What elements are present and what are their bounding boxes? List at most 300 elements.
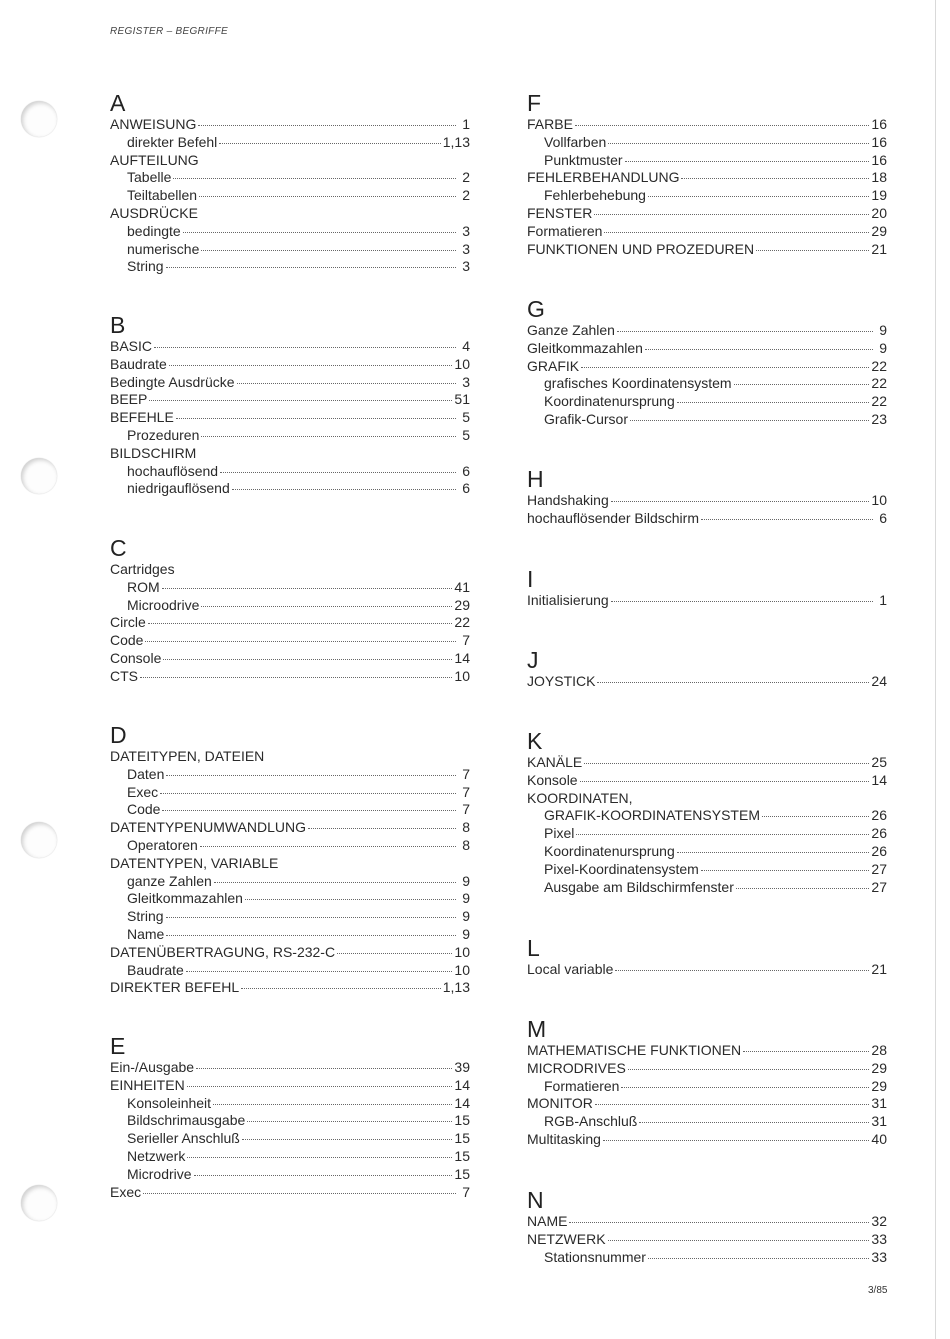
entry-page: 15	[454, 1112, 470, 1129]
index-entry	[110, 837, 470, 855]
entry-page: 31	[871, 1113, 887, 1130]
index-entry	[110, 241, 470, 259]
entry-page: 22	[871, 357, 887, 374]
page-header: REGISTER – BEGRIFFE	[110, 26, 228, 37]
index-entry	[527, 322, 887, 340]
index-entry	[110, 374, 470, 392]
index-entry	[110, 258, 470, 276]
index-entry	[110, 650, 470, 668]
entry-term: Baudrate	[110, 355, 167, 372]
dot-leader	[608, 1240, 870, 1241]
entry-term: niedrigauflösend	[127, 480, 230, 497]
entry-term: Pixel	[544, 825, 575, 842]
dot-leader	[247, 1121, 452, 1122]
index-entry	[527, 772, 887, 790]
entry-page: 7	[462, 765, 470, 782]
dot-leader	[187, 1086, 453, 1087]
dot-leader	[681, 178, 869, 179]
entry-term: FARBE	[527, 116, 573, 132]
dot-leader	[237, 383, 456, 384]
dot-leader	[615, 970, 869, 971]
section-letter: E	[110, 1033, 126, 1059]
entry-term: GRAFIK	[527, 357, 580, 374]
entry-term: Exec	[110, 1183, 142, 1200]
dot-leader	[595, 1104, 870, 1105]
index-entry	[110, 979, 470, 997]
entry-term: Konsole	[527, 771, 578, 788]
entry-term: Microdrive	[127, 1165, 192, 1182]
dot-leader	[575, 125, 870, 126]
index-entry	[110, 169, 470, 187]
entry-term: Prozeduren	[127, 426, 200, 443]
entry-page: 16	[871, 151, 887, 168]
index-entry	[527, 1078, 887, 1096]
index-entry	[110, 152, 470, 170]
dot-leader	[611, 501, 870, 502]
entry-term: numerische	[127, 240, 200, 257]
entry-term: Code	[127, 801, 161, 818]
entry-page: 29	[871, 1077, 887, 1094]
entry-page: 25	[871, 754, 887, 770]
entry-page: 33	[871, 1248, 887, 1265]
section-letter: G	[527, 296, 545, 322]
entry-page: 1,13	[442, 133, 470, 150]
entry-term: NAME	[527, 1213, 568, 1229]
entry-page: 8	[462, 819, 470, 836]
entry-page: 40	[871, 1130, 887, 1147]
index-entry	[110, 944, 470, 962]
entry-term: DATENTYPENUMWANDLUNG	[110, 819, 307, 836]
dot-leader	[701, 870, 870, 871]
index-entry	[110, 632, 470, 650]
entry-term: hochauflösender Bildschirm	[527, 509, 699, 526]
entry-term: Daten	[127, 765, 165, 782]
dot-leader	[143, 1193, 456, 1194]
entry-page: 29	[871, 1059, 887, 1076]
section-letter: C	[110, 535, 127, 561]
entry-page: 27	[871, 878, 887, 895]
dot-leader	[736, 888, 870, 889]
section-letter: B	[110, 312, 126, 338]
entry-term: Stationsnummer	[544, 1248, 646, 1265]
entry-page: 8	[462, 836, 470, 853]
dot-leader	[201, 250, 456, 251]
index-section-h	[527, 466, 887, 528]
index-entry	[110, 1077, 470, 1095]
entry-term: String	[127, 258, 164, 275]
dot-leader	[621, 1087, 869, 1088]
index-entry	[110, 463, 470, 481]
dot-leader	[628, 1069, 870, 1070]
entry-page: 10	[454, 961, 470, 978]
index-entry	[110, 205, 470, 223]
dot-leader	[645, 349, 873, 350]
entry-page: 18	[871, 169, 887, 186]
dot-leader	[160, 793, 456, 794]
dot-leader	[149, 400, 452, 401]
entry-page: 27	[871, 860, 887, 877]
index-entry	[527, 241, 887, 259]
dot-leader	[617, 331, 873, 332]
index-entry	[110, 1184, 470, 1202]
index-section-e	[110, 1033, 470, 1201]
index-entry	[110, 801, 470, 819]
index-entry	[110, 819, 470, 837]
dot-leader	[166, 935, 456, 936]
entry-page: 29	[871, 222, 887, 239]
dot-leader	[242, 1139, 453, 1140]
index-entry	[527, 492, 887, 510]
index-entry	[527, 1042, 887, 1060]
dot-leader	[677, 852, 870, 853]
entry-term: Fehlerbehebung	[544, 187, 646, 204]
entry-term: Serieller Anschluß	[127, 1130, 240, 1147]
index-section-k	[527, 728, 887, 896]
dot-leader	[173, 178, 456, 179]
entry-page: 22	[454, 614, 470, 631]
entry-term: EINHEITEN	[110, 1076, 185, 1093]
entry-page: 21	[871, 240, 887, 257]
entry-term: Gleitkommazahlen	[127, 890, 243, 907]
index-entry	[110, 766, 470, 784]
entry-term: KANÄLE	[527, 754, 583, 770]
section-letter: A	[110, 90, 126, 116]
entry-term: Grafik-Cursor	[544, 410, 629, 427]
dot-leader	[194, 1175, 453, 1176]
entry-term: CTS	[110, 667, 138, 684]
entry-term: Koordinatenursprung	[544, 393, 675, 410]
entry-page: 3	[462, 222, 470, 239]
index-entry	[110, 356, 470, 374]
index-entry	[110, 873, 470, 891]
dot-leader	[337, 953, 452, 954]
dot-leader	[581, 367, 869, 368]
index-section-m	[527, 1016, 887, 1149]
dot-leader	[241, 988, 441, 989]
entry-term: bedingte	[127, 222, 181, 239]
entry-term: Tabelle	[127, 169, 172, 186]
index-entry	[527, 1231, 887, 1249]
entry-page: 51	[454, 391, 470, 408]
index-entry	[110, 784, 470, 802]
dot-leader	[198, 125, 456, 126]
dot-leader	[199, 196, 456, 197]
entry-term: Formatieren	[544, 1077, 620, 1094]
section-letter: N	[527, 1187, 544, 1213]
dot-leader	[154, 347, 456, 348]
entry-term: String	[127, 908, 164, 925]
index-entry	[110, 561, 470, 579]
index-entry	[527, 116, 887, 134]
entry-page: 16	[871, 116, 887, 132]
entry-term: DIREKTER BEFEHL	[110, 979, 240, 996]
index-entry	[110, 409, 470, 427]
entry-term: AUFTEILUNG	[110, 151, 199, 168]
dot-leader	[604, 232, 869, 233]
entry-term: grafisches Koordinatensystem	[544, 375, 732, 392]
entry-page: 9	[879, 339, 887, 356]
dot-leader	[183, 232, 456, 233]
dot-leader	[308, 828, 456, 829]
index-entry	[527, 1249, 887, 1267]
entry-term: direkter Befehl	[127, 133, 218, 150]
dot-leader	[625, 161, 870, 162]
dot-leader	[162, 588, 453, 589]
index-section-g	[527, 296, 887, 429]
index-entry	[527, 169, 887, 187]
entry-page: 1	[879, 592, 887, 608]
dot-leader	[677, 402, 870, 403]
index-entry	[527, 340, 887, 358]
entry-term: MONITOR	[527, 1095, 593, 1112]
index-entry	[527, 358, 887, 376]
dot-leader	[163, 659, 452, 660]
dot-leader	[734, 384, 870, 385]
index-entry	[527, 754, 887, 772]
index-entry	[527, 510, 887, 528]
section-letter: K	[527, 728, 543, 754]
entry-page: 1,13	[442, 979, 470, 996]
entry-page: 33	[871, 1230, 887, 1247]
entry-page: 7	[462, 783, 470, 800]
dot-leader	[603, 1140, 870, 1141]
index-entry	[527, 861, 887, 879]
section-letter: I	[527, 566, 534, 592]
entry-page: 23	[871, 410, 887, 427]
index-entry	[110, 427, 470, 445]
section-letter: D	[110, 722, 127, 748]
index-section-f	[527, 90, 887, 258]
entry-page: 16	[871, 133, 887, 150]
entry-term: hochauflösend	[127, 462, 219, 479]
dot-leader	[597, 682, 869, 683]
index-section-c	[110, 535, 470, 686]
entry-page: 10	[454, 355, 470, 372]
entry-term: Handshaking	[527, 492, 609, 508]
index-entry	[110, 614, 470, 632]
index-entry	[527, 134, 887, 152]
index-section-b	[110, 312, 470, 498]
entry-term: ganze Zahlen	[127, 872, 212, 889]
index-entry	[527, 393, 887, 411]
entry-term: DATENTYPEN, VARIABLE	[110, 854, 279, 871]
entry-term: Console	[110, 649, 162, 666]
index-entry	[527, 843, 887, 861]
entry-term: Name	[127, 925, 165, 942]
page-edge	[935, 0, 936, 1339]
entry-page: 14	[454, 1076, 470, 1093]
index-entry	[527, 879, 887, 897]
dot-leader	[648, 196, 869, 197]
dot-leader	[201, 436, 456, 437]
entry-page: 7	[462, 632, 470, 649]
entry-page: 39	[454, 1059, 470, 1075]
index-entry	[110, 223, 470, 241]
page-number: 3/85	[868, 1285, 888, 1296]
entry-page: 22	[871, 375, 887, 392]
index-entry	[110, 908, 470, 926]
index-section-j	[527, 647, 887, 691]
entry-page: 1	[462, 116, 470, 132]
entry-page: 28	[871, 1042, 887, 1058]
index-entry	[527, 1060, 887, 1078]
dot-leader	[145, 641, 456, 642]
entry-term: GRAFIK-KOORDINATENSYSTEM	[544, 807, 760, 824]
index-entry	[110, 391, 470, 409]
dot-leader	[166, 917, 456, 918]
dot-leader	[140, 677, 452, 678]
entry-term: Koordinatenursprung	[544, 842, 675, 859]
dot-leader	[166, 267, 456, 268]
entry-page: 3	[462, 240, 470, 257]
entry-page: 29	[454, 596, 470, 613]
index-entry	[110, 855, 470, 873]
punch-hole	[21, 1185, 57, 1221]
entry-term: FEHLERBEHANDLUNG	[527, 169, 680, 186]
entry-page: 14	[871, 771, 887, 788]
dot-leader	[169, 365, 453, 366]
punch-hole	[21, 458, 57, 494]
index-entry	[110, 962, 470, 980]
dot-leader	[608, 143, 869, 144]
dot-leader	[639, 1122, 869, 1123]
entry-term: BEEP	[110, 391, 148, 408]
dot-leader	[187, 1157, 452, 1158]
entry-term: BASIC	[110, 338, 153, 354]
entry-term: JOYSTICK	[527, 673, 596, 689]
entry-page: 10	[454, 943, 470, 960]
entry-page: 9	[879, 322, 887, 338]
entry-page: 6	[462, 480, 470, 497]
dot-leader	[201, 606, 452, 607]
entry-term: FENSTER	[527, 204, 593, 221]
index-section-l	[527, 935, 887, 979]
entry-page: 2	[462, 169, 470, 186]
entry-term: KOORDINATEN,	[527, 789, 633, 806]
dot-leader	[245, 899, 456, 900]
index-entry	[110, 1059, 470, 1077]
entry-term: Ganze Zahlen	[527, 322, 615, 338]
entry-term: ANWEISUNG	[110, 116, 197, 132]
entry-page: 19	[871, 187, 887, 204]
entry-term: Ausgabe am Bildschirmfenster	[544, 878, 734, 895]
index-entry	[527, 790, 887, 808]
entry-term: Konsoleinheit	[127, 1094, 212, 1111]
entry-page: 20	[871, 204, 887, 221]
dot-leader	[584, 763, 869, 764]
entry-term: Exec	[127, 783, 159, 800]
index-entry	[527, 187, 887, 205]
entry-term: Local variable	[527, 961, 614, 977]
dot-leader	[200, 846, 456, 847]
index-entry	[527, 1113, 887, 1131]
index-entry	[110, 1095, 470, 1113]
index-section-i	[527, 566, 887, 610]
entry-term: RGB-Anschluß	[544, 1113, 638, 1130]
entry-page: 26	[871, 825, 887, 842]
dot-leader	[219, 143, 440, 144]
entry-term: AUSDRÜCKE	[110, 204, 198, 221]
index-entry	[527, 375, 887, 393]
entry-term: Ein-/Ausgabe	[110, 1059, 195, 1075]
entry-page: 2	[462, 187, 470, 204]
dot-leader	[196, 1068, 452, 1069]
entry-term: Teiltabellen	[127, 187, 198, 204]
entry-term: Code	[110, 632, 144, 649]
dot-leader	[762, 816, 869, 817]
index-entry	[527, 592, 887, 610]
section-letter: H	[527, 466, 544, 492]
entry-page: 6	[879, 509, 887, 526]
index-entry	[110, 926, 470, 944]
index-entry	[527, 1131, 887, 1149]
entry-page: 24	[871, 673, 887, 689]
entry-term: ROM	[127, 578, 160, 595]
index-entry	[110, 668, 470, 686]
entry-term: Microodrive	[127, 596, 200, 613]
section-letter: J	[527, 647, 539, 673]
entry-page: 9	[462, 890, 470, 907]
entry-page: 4	[462, 338, 470, 354]
index-entry	[527, 961, 887, 979]
dot-leader	[756, 250, 869, 251]
entry-term: Baudrate	[127, 961, 184, 978]
entry-page: 7	[462, 1183, 470, 1200]
entry-page: 10	[871, 492, 887, 508]
dot-leader	[162, 810, 456, 811]
index-entry	[110, 1166, 470, 1184]
dot-leader	[576, 834, 869, 835]
entry-page: 14	[454, 649, 470, 666]
section-letter: L	[527, 935, 540, 961]
entry-page: 21	[871, 961, 887, 977]
entry-page: 14	[454, 1094, 470, 1111]
entry-term: BEFEHLE	[110, 409, 174, 426]
punch-hole	[21, 101, 57, 137]
entry-term: Circle	[110, 614, 146, 631]
index-section-d	[110, 722, 470, 997]
entry-page: 5	[462, 426, 470, 443]
entry-page: 22	[871, 393, 887, 410]
entry-page: 9	[462, 925, 470, 942]
section-letter: M	[527, 1016, 547, 1042]
entry-term: NETZWERK	[527, 1230, 606, 1247]
entry-term: MATHEMATISCHE FUNKTIONEN	[527, 1042, 742, 1058]
entry-term: Bedingte Ausdrücke	[110, 373, 235, 390]
dot-leader	[743, 1051, 869, 1052]
entry-term: Operatoren	[127, 836, 198, 853]
dot-leader	[648, 1258, 869, 1259]
index-entry	[110, 890, 470, 908]
entry-page: 3	[462, 373, 470, 390]
index-entry	[527, 223, 887, 241]
dot-leader	[148, 623, 453, 624]
entry-page: 9	[462, 908, 470, 925]
dot-leader	[611, 601, 873, 602]
entry-page: 6	[462, 462, 470, 479]
entry-term: DATENÜBERTRAGUNG, RS-232-C	[110, 943, 336, 960]
index-entry	[110, 116, 470, 134]
dot-leader	[214, 882, 456, 883]
dot-leader	[630, 420, 869, 421]
index-entry	[527, 205, 887, 223]
index-entry	[527, 152, 887, 170]
dot-leader	[220, 472, 456, 473]
index-entry	[527, 673, 887, 691]
entry-page: 15	[454, 1130, 470, 1147]
dot-leader	[232, 489, 456, 490]
index-entry	[527, 807, 887, 825]
